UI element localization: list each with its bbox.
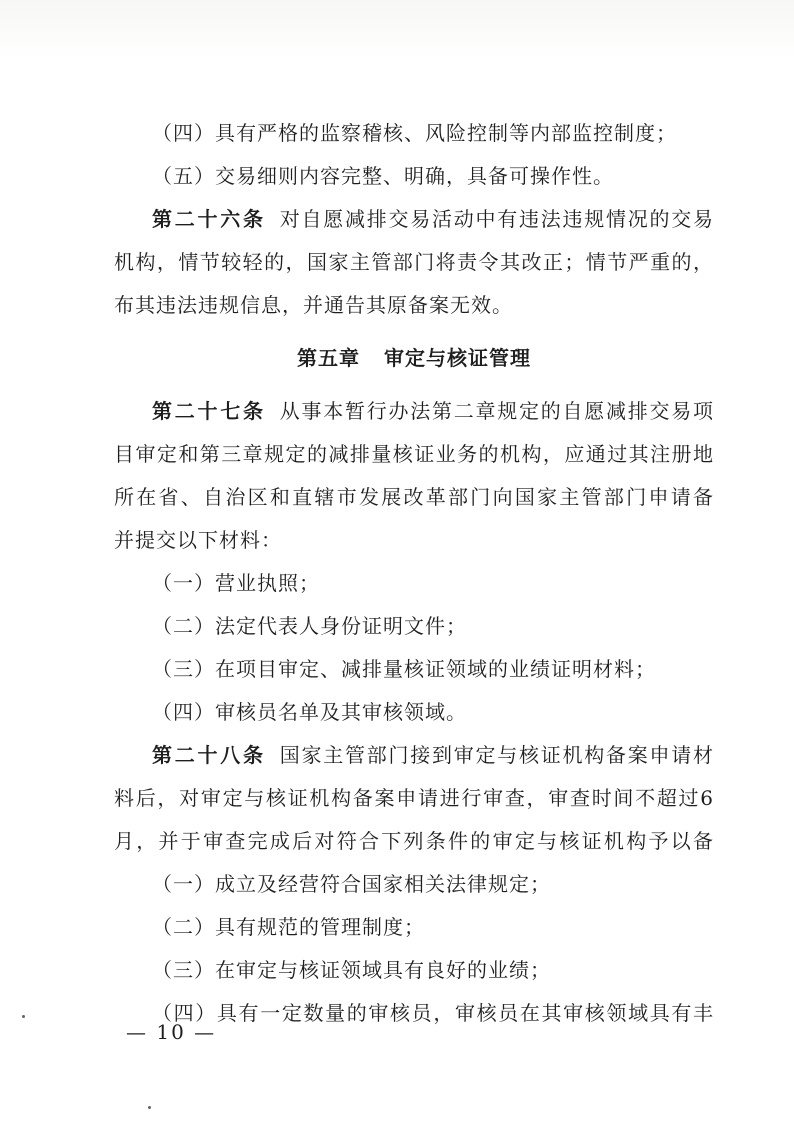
list-item: （一）营业执照； [152,571,320,595]
article-28-line-2: 料后，对审定与核证机构备案申请进行审查，审查时间不超过6 [114,786,714,810]
list-item: （四）具有一定数量的审核员，审核员在其审核领域具有丰 [152,1001,714,1025]
page-number: — 10 — [126,1020,217,1044]
chapter-heading [114,337,714,380]
article-28-line-3: 月，并于审查完成后对符合下列条件的审定与核证机构予以备 [114,829,714,853]
list-item: （二）法定代表人身份证明文件； [152,614,467,638]
list-item: （三）在项目审定、减排量核证领域的业绩证明材料； [152,657,656,681]
article-26-label: 第二十六条 [152,207,266,231]
article-28-label: 第二十八条 [152,743,266,767]
article-27-label: 第二十七条 [152,399,266,423]
article-26-line-3: 布其违法违规信息，并通告其原备案无效。 [114,293,513,317]
article-26-line-1 [114,198,714,241]
article-27-line-1 [114,390,714,433]
list-item: （五）交易细则内容完整、明确，具备可操作性。 [152,164,614,188]
chapter-title: 审定与核证管理 [384,346,531,370]
article-27-line-4: 并提交以下材料： [114,528,282,552]
list-item: （四）审核员名单及其审核领域。 [152,700,467,724]
article-26-text: 对自愿减排交易活动中有违法违规情况的交易 [279,207,714,231]
article-26-line-2: 机构，情节较轻的，国家主管部门将责令其改正；情节严重的， [114,250,714,274]
scan-speck [148,1106,151,1109]
scan-speck [22,1015,25,1018]
list-item: （四）具有严格的监察稽核、风险控制等内部监控制度； [152,121,677,145]
article-27-text: 从事本暂行办法第二章规定的自愿减排交易项 [279,399,714,423]
list-item: （一）成立及经营符合国家相关法律规定； [152,872,551,896]
document-body [114,112,714,1035]
article-28-line-1 [114,734,714,777]
article-27-line-2: 目审定和第三章规定的减排量核证业务的机构，应通过其注册地 [114,442,714,466]
article-28-text: 国家主管部门接到审定与核证机构备案申请材 [279,743,714,767]
article-27-line-3: 所在省、自治区和直辖市发展改革部门向国家主管部门申请备 [114,485,714,509]
list-item: （二）具有规范的管理制度； [152,915,425,939]
list-item: （三）在审定与核证领域具有良好的业绩； [152,958,551,982]
chapter-number: 第五章 [297,346,360,370]
